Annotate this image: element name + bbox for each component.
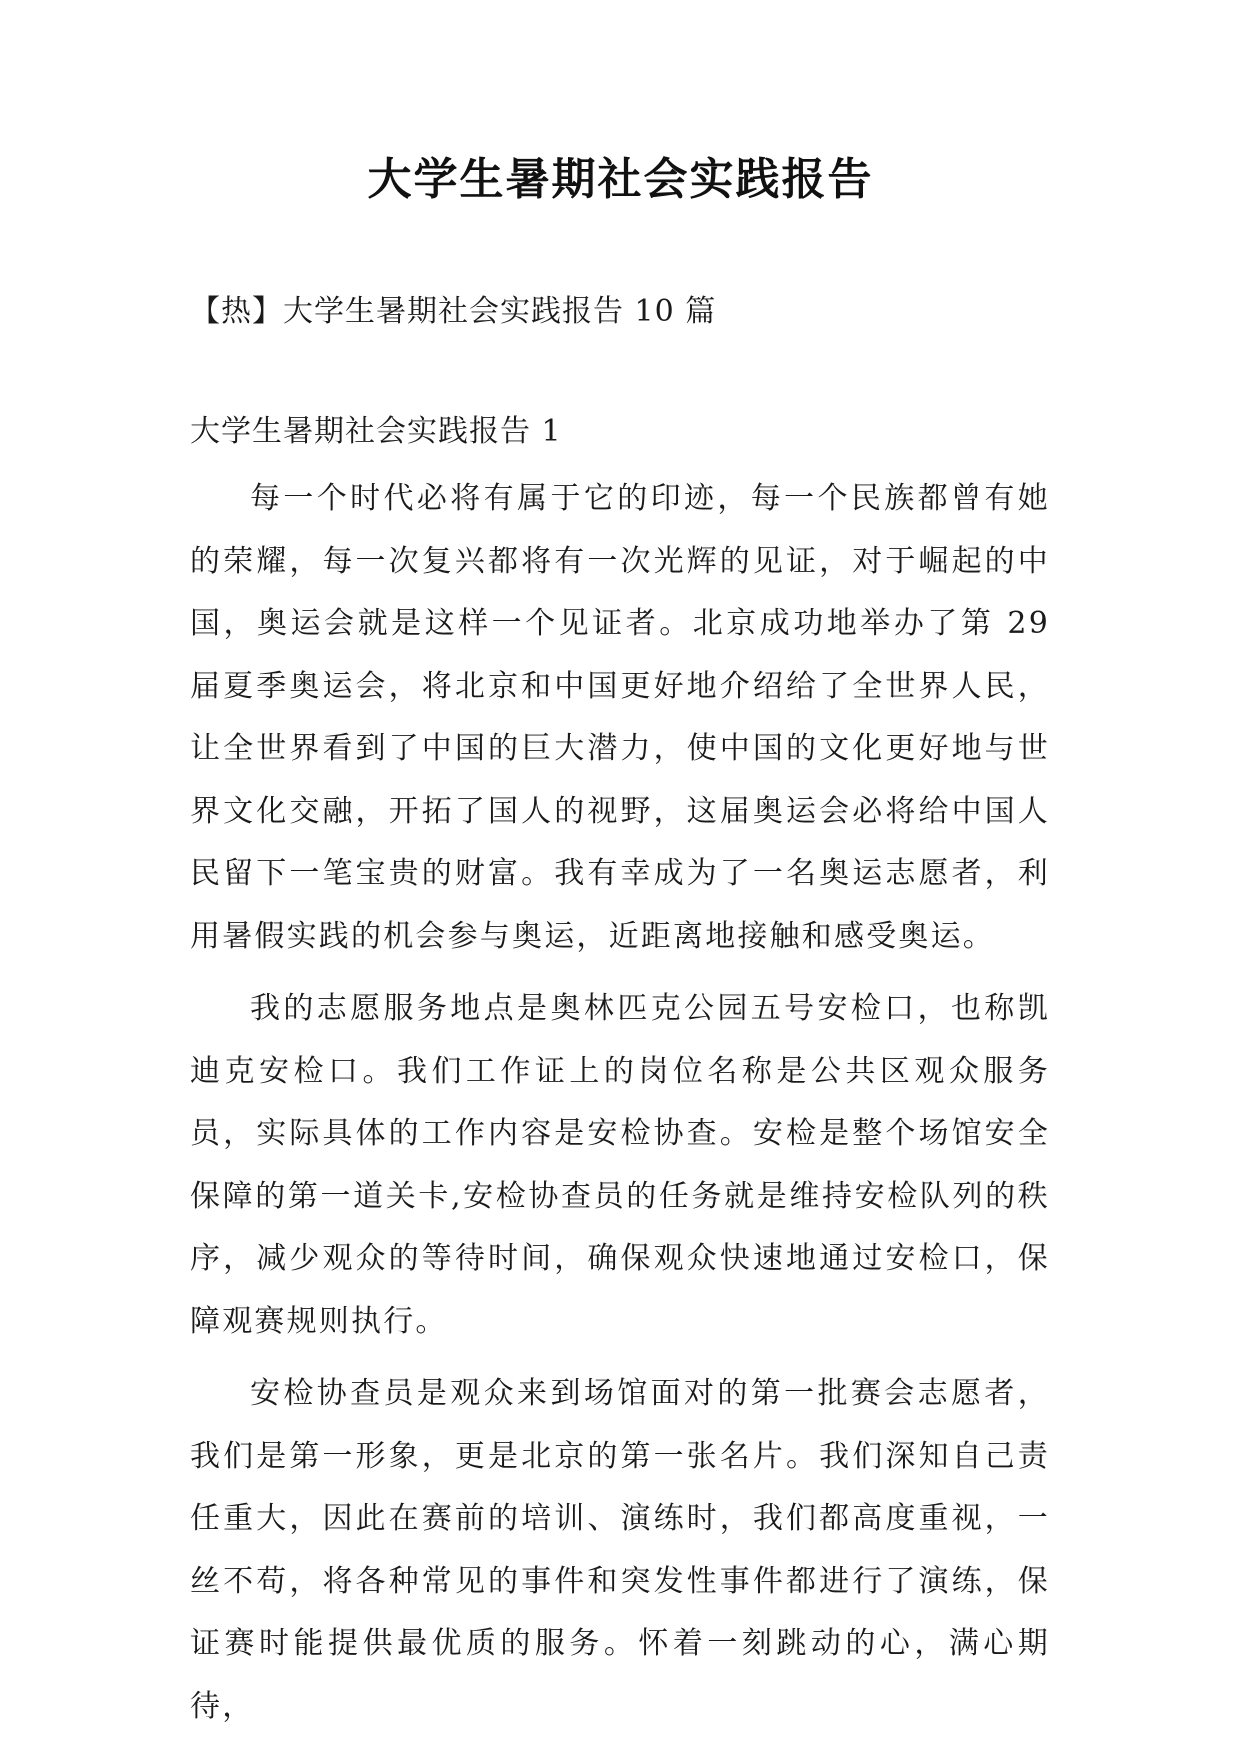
- paragraph-2: 我的志愿服务地点是奥林匹克公园五号安检口，也称凯迪克安检口。我们工作证上的岗位名称是公共区观众服务员，实际具体的工作内容是安检协查。安检是整个场馆安全保障的第一道关卡,安检协查员的任务就是维持安检队列的秩序，减少观众的等待时间，确保观众快速地通过安检口，保障观赛规则执行。: [190, 991, 1050, 1339]
- paragraph-3: 安检协查员是观众来到场馆面对的第一批赛会志愿者，我们是第一形象，更是北京的第一张名片。我们深知自己责任重大，因此在赛前的培训、演练时，我们都高度重视，一丝不苟，将各种常见的事件和突发性事件都进行了演练，保证赛时能提供最优质的服务。怀着一刻跳动的心，满心期待，: [190, 1376, 1050, 1724]
- document-subtitle: 【热】大学生暑期社会实践报告 10 篇: [190, 294, 717, 329]
- section-heading: 大学生暑期社会实践报告 1: [190, 414, 562, 449]
- document-title: 大学生暑期社会实践报告: [367, 154, 874, 205]
- document-body: [190, 468, 1050, 1748]
- paragraph-1: 每一个时代必将有属于它的印迹，每一个民族都曾有她的荣耀，每一次复兴都将有一次光辉的见证，对于崛起的中国，奥运会就是这样一个见证者。北京成功地举办了第 29 届夏季奥运会，将北京和中国更好地介绍给了全世界人民，让全世界看到了中国的巨大潜力，使中国的文化更好地与世界文化交融，开拓了国人的视野，这届奥运会必将给中国人民留下一笔宝贵的财富。我有幸成为了一名奥运志愿者，利用暑假实践的机会参与奥运，近距离地接触和感受奥运。: [190, 481, 1050, 954]
